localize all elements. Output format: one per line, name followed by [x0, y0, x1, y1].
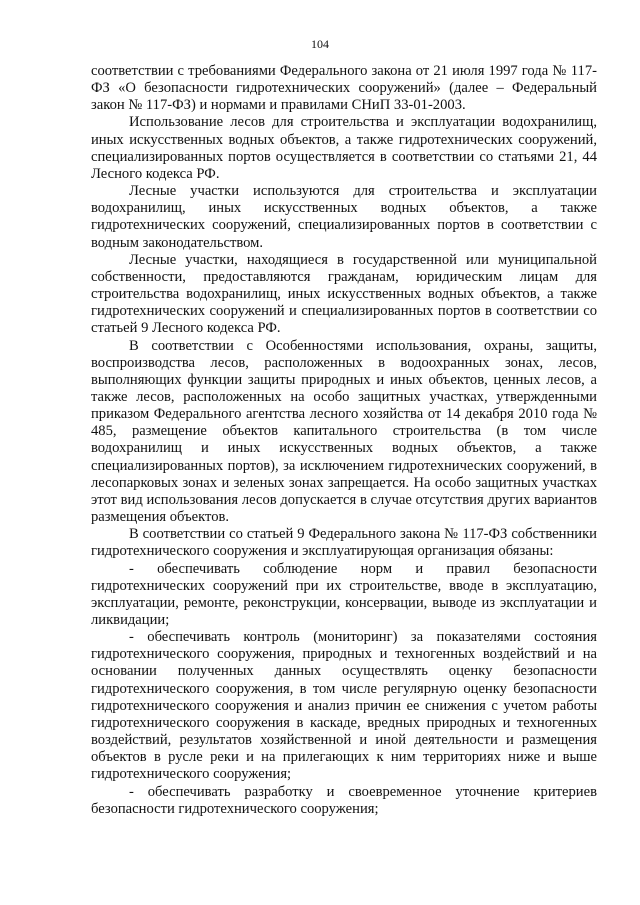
paragraph-continuation: соответствии с требованиями Федерального закона от 21 июля 1997 года № 117-ФЗ «О безопасности гидротехнических сооружений» (далее – Федеральный закон № 117-ФЗ) и нормами и правилами СНиП 33-01-2003.: [91, 63, 597, 114]
paragraph-owner-obligations: В соответствии со статьей 9 Федерального закона № 117-ФЗ собственники гидротехнического сооружения и эксплуатирующая организация обязаны:: [91, 526, 597, 560]
list-item-monitoring: - обеспечивать контроль (мониторинг) за показателями состояния гидротехнического сооружения, природных и техногенных воздействий и на основании полученных данных осуществлять оценку безопасности гидротехнического сооружения, в том числе регулярную оценку безопасности гидротехнического сооружения и анализ причин ее снижения с учетом работы гидротехнического сооружения в каскаде, вредных природных и техногенных воздействий, результатов хозяйственной и иной деятельности и размещения объектов в русле реки и на прилегающих к ним территориях ниже и выше гидротехнического сооружения;: [91, 629, 597, 783]
page-number: 104: [311, 37, 329, 51]
paragraph-forest-use: Использование лесов для строительства и эксплуатации водохранилищ, иных искусственных водных объектов, а также гидротехнических сооружений, специализированных портов осуществляется в соответствии со статьями 21, 44 Лесного кодекса РФ.: [91, 114, 597, 182]
list-item-safety-criteria: - обеспечивать разработку и своевременное уточнение критериев безопасности гидротехнического сооружения;: [91, 783, 597, 817]
paragraph-state-forest-plots: Лесные участки, находящиеся в государственной или муниципальной собственности, предоставляются гражданам, юридическим лицам для строительства водохранилищ, иных искусственных водных объектов, а также гидротехнических сооружений и специализированных портов в соответствии со статьей 9 Лесного кодекса РФ.: [91, 251, 597, 337]
paragraph-special-zones: В соответствии с Особенностями использования, охраны, защиты, воспроизводства лесов, расположенных в водоохранных зонах, лесов, выполняющих функции защиты природных и иных объектов, ценных лесов, а также лесов, расположенных на особо защитных участках, утвержденными приказом Федерального агентства лесного хозяйства от 14 декабря 2010 года № 485, размещение объектов капитального строительства (в том числе водохранилищ и иных искусственных водных объектов, а также специализированных портов), за исключением гидротехнических сооружений, в лесопарковых зонах и зеленых зонах запрещается. На особо защитных участках этот вид использования лесов допускается в случае отсутствия других вариантов размещения объектов.: [91, 337, 597, 526]
document-body: [91, 63, 597, 818]
list-item-safety-norms: - обеспечивать соблюдение норм и правил безопасности гидротехнических сооружений при их строительстве, вводе в эксплуатацию, эксплуатации, ремонте, реконструкции, консервации, выводе из эксплуатации и ликвидации;: [91, 560, 597, 628]
paragraph-forest-plots: Лесные участки используются для строительства и эксплуатации водохранилищ, иных искусственных водных объектов, а также гидротехнических сооружений, специализированных портов в соответствии с водным законодательством.: [91, 183, 597, 251]
